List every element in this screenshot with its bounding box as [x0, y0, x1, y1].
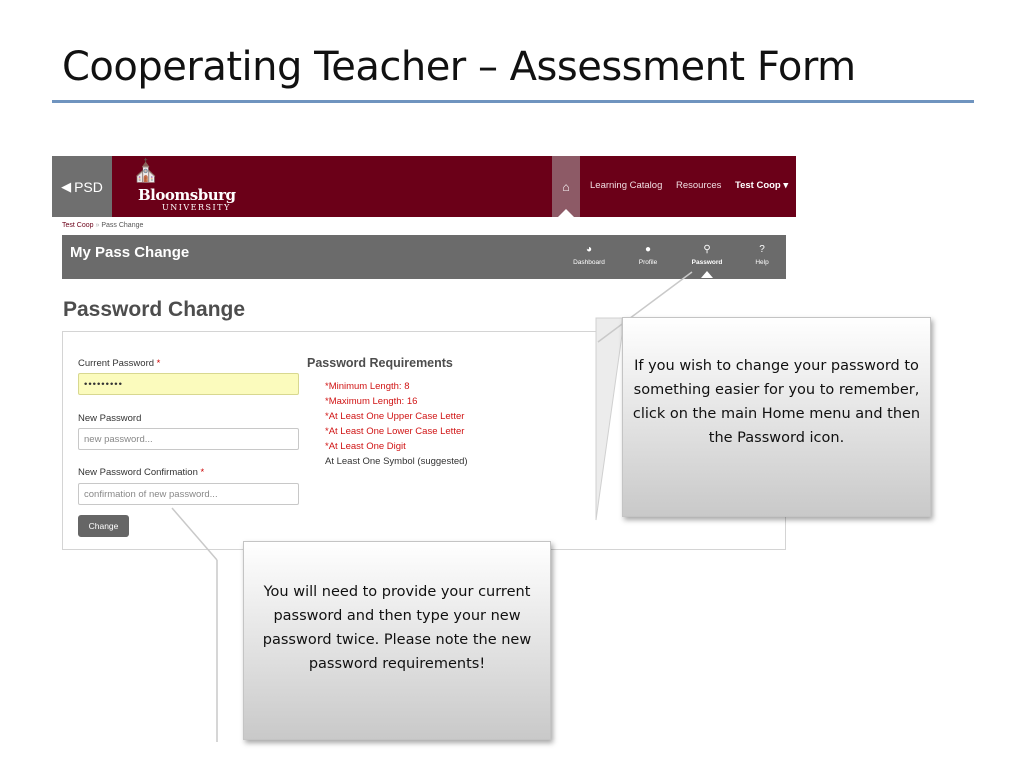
new-password-input[interactable]: [78, 428, 299, 450]
page-title: Password Change: [63, 298, 246, 321]
new-password-confirmation-input[interactable]: [78, 483, 299, 505]
header-item-label: Password: [691, 259, 723, 266]
required-marker: *: [200, 467, 205, 478]
home-icon: ⌂: [562, 179, 570, 194]
breadcrumb-current: Pass Change: [101, 222, 144, 229]
dashboard-icon: ◕: [585, 244, 593, 255]
requirement-item: *Minimum Length: 8: [325, 381, 410, 392]
nav-link-learning-catalog[interactable]: Learning Catalog: [590, 180, 663, 191]
slide-title: Cooperating Teacher – Assessment Form: [62, 44, 856, 90]
breadcrumb-separator: »: [95, 222, 100, 229]
header-item-help[interactable]: [737, 243, 787, 266]
requirements-list: [325, 379, 468, 469]
header-item-profile[interactable]: [623, 243, 673, 266]
dome-icon: ⛪: [132, 158, 160, 183]
requirement-item: *At Least One Lower Case Letter: [325, 426, 465, 437]
password-tab-indicator: [701, 271, 713, 278]
page-header-title: My Pass Change: [70, 244, 190, 261]
requirement-item: *At Least One Digit: [325, 441, 406, 452]
callout-right: If you wish to change your password to something easier for you to remember, click on the main Home menu and then the Password icon.: [622, 317, 931, 517]
header-item-password[interactable]: [682, 243, 732, 266]
required-marker: *: [156, 358, 161, 369]
logo-subtitle: UNIVERSITY: [162, 203, 231, 212]
help-icon: ?: [759, 244, 765, 255]
current-password-input[interactable]: [78, 373, 299, 395]
nav-link-resources[interactable]: Resources: [676, 180, 722, 191]
psd-brand-button[interactable]: [52, 156, 112, 217]
home-tab-indicator: [558, 209, 574, 217]
logo-name: Bloomsburg: [138, 186, 236, 204]
requirement-item: *At Least One Upper Case Letter: [325, 411, 465, 422]
key-icon: ⚲: [703, 244, 711, 255]
user-menu-dropdown[interactable]: Test Coop ▾: [735, 180, 789, 191]
title-divider: [52, 100, 974, 103]
home-tab[interactable]: [552, 156, 580, 217]
page-header-bar: [62, 235, 786, 279]
new-password-label: New Password: [78, 413, 142, 424]
change-button[interactable]: Change: [78, 515, 129, 537]
new-password-confirmation-label: New Password Confirmation *: [78, 467, 205, 478]
header-item-dashboard[interactable]: [564, 243, 614, 266]
breadcrumb-link-test-coop[interactable]: Test Coop: [62, 222, 94, 229]
requirement-item: At Least One Symbol (suggested): [325, 456, 468, 467]
header-item-label: Profile: [638, 259, 658, 266]
header-item-label: Dashboard: [573, 259, 605, 266]
header-item-label: Help: [755, 259, 769, 266]
psd-label: PSD: [74, 178, 103, 195]
requirements-heading: Password Requirements: [307, 356, 453, 370]
breadcrumb: [62, 222, 143, 229]
top-nav-bar: [52, 156, 796, 217]
current-password-label: Current Password *: [78, 358, 161, 369]
callout-bottom: You will need to provide your current password and then type your new password twice. Please note the new password requirements!: [243, 541, 551, 740]
user-icon: ●: [644, 244, 652, 255]
psd-arrow-icon: ◀: [61, 178, 72, 194]
university-logo[interactable]: [124, 160, 234, 214]
requirement-item: *Maximum Length: 16: [325, 396, 418, 407]
